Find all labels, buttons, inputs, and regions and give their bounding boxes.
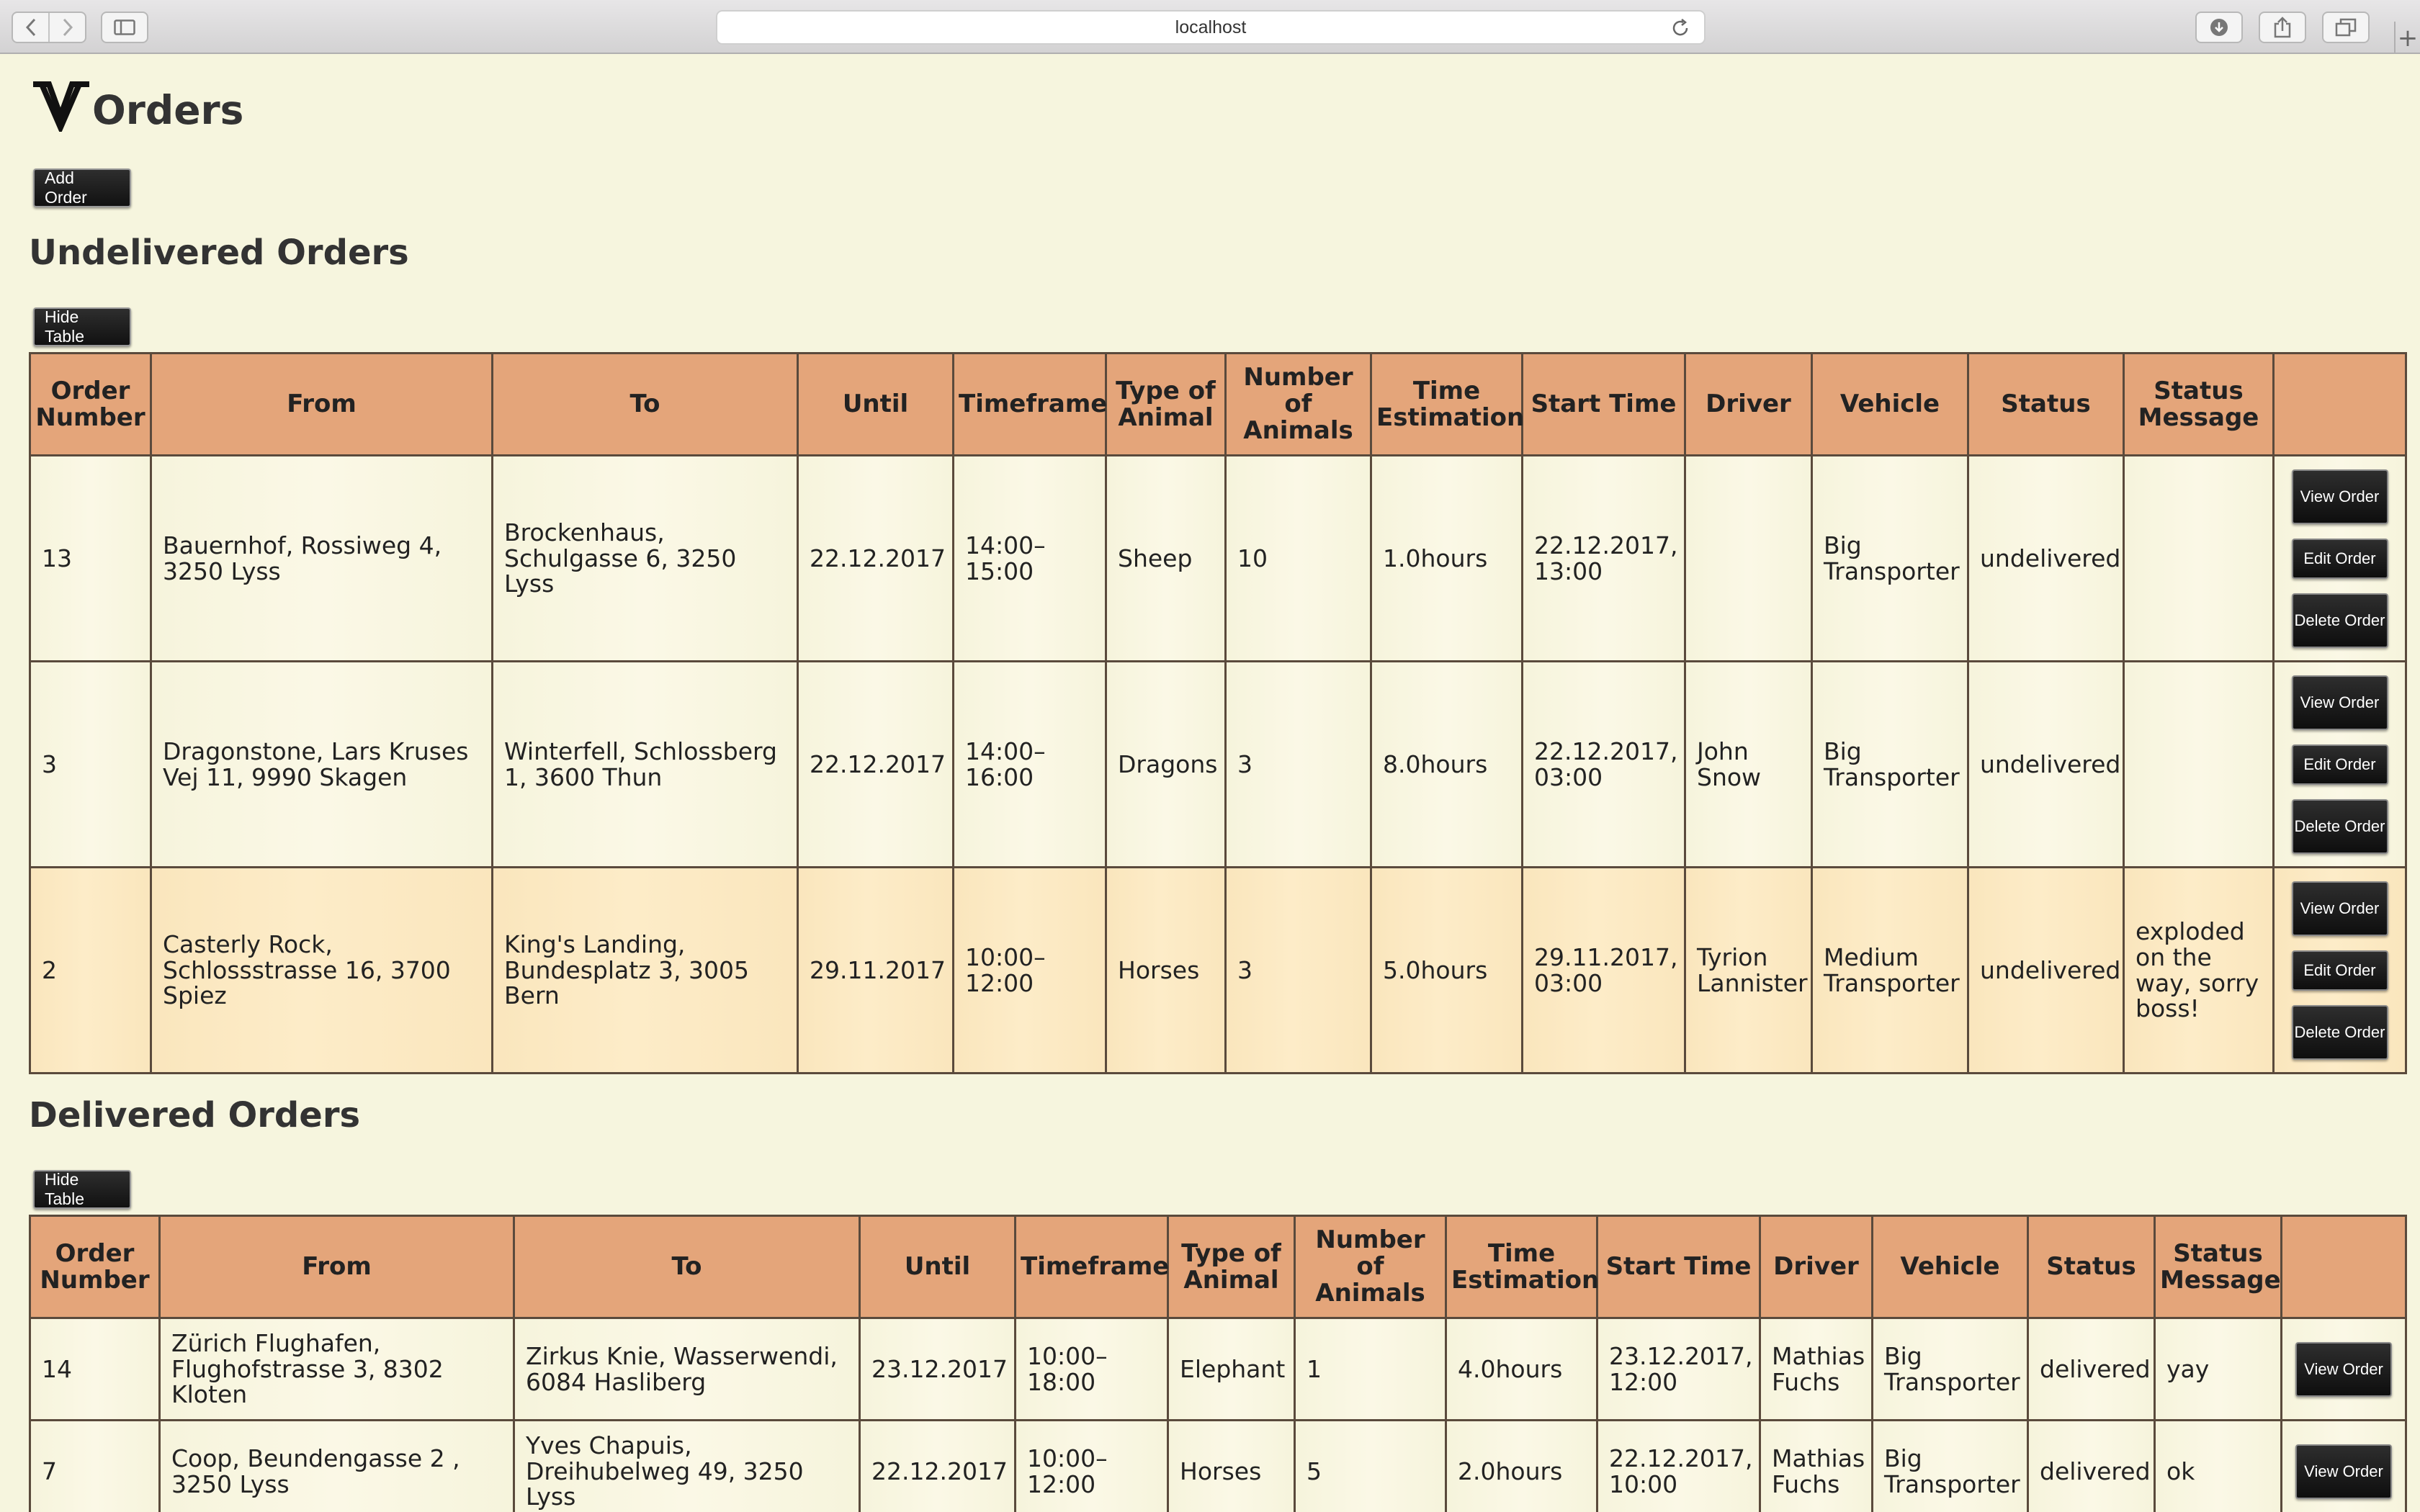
actions-cell — [2274, 662, 2406, 868]
status-message-cell: yay — [2155, 1318, 2282, 1421]
start-time-cell: 22.12.2017, 03:00 — [1523, 662, 1685, 868]
undelivered-heading: Undelivered Orders — [29, 233, 409, 273]
status-message-cell — [2124, 662, 2274, 868]
time-estimation-cell: 5.0hours — [1371, 868, 1523, 1074]
to-cell: Brockenhaus, Schulgasse 6, 3250 Lyss — [493, 456, 798, 662]
order-number-cell: 7 — [30, 1421, 160, 1512]
status-cell: delivered — [2028, 1421, 2155, 1512]
status-cell: undelivered — [1968, 662, 2124, 868]
animal-type-cell: Horses — [1168, 1421, 1295, 1512]
status-cell: delivered — [2028, 1318, 2155, 1421]
forward-button[interactable] — [48, 13, 85, 42]
column-header[interactable]: From — [160, 1216, 514, 1318]
delete-order-button[interactable]: Delete Order — [2292, 1005, 2388, 1060]
column-header[interactable]: Until — [798, 354, 954, 456]
animal-count-cell: 5 — [1295, 1421, 1446, 1512]
undelivered-orders-table — [29, 352, 2407, 1074]
table-row — [30, 662, 2406, 868]
vehicle-cell: Big Transporter — [1873, 1318, 2028, 1421]
timeframe-cell: 10:00–12:00 — [954, 868, 1106, 1074]
timeframe-cell: 14:00–15:00 — [954, 456, 1106, 662]
animal-count-cell: 3 — [1226, 868, 1371, 1074]
until-cell: 29.11.2017 — [798, 868, 954, 1074]
view-order-button[interactable]: View Order — [2292, 469, 2388, 524]
table-row — [30, 1318, 2406, 1421]
animal-type-cell: Horses — [1106, 868, 1226, 1074]
delivered-orders-table — [29, 1215, 2407, 1512]
driver-cell: Tyrion Lannister — [1685, 868, 1812, 1074]
edit-order-button[interactable]: Edit Order — [2292, 744, 2388, 785]
status-cell: undelivered — [1968, 868, 2124, 1074]
column-header[interactable]: Number of Animals — [1226, 354, 1371, 456]
animal-count-cell: 3 — [1226, 662, 1371, 868]
column-header — [2274, 354, 2406, 456]
animal-type-cell: Elephant — [1168, 1318, 1295, 1421]
column-header[interactable]: Start Time — [1597, 1216, 1760, 1318]
url-text: localhost — [1175, 17, 1247, 37]
status-message-cell — [2124, 456, 2274, 662]
order-number-cell: 3 — [30, 662, 151, 868]
share-button[interactable] — [2259, 12, 2306, 43]
animal-type-cell: Dragons — [1106, 662, 1226, 868]
column-header — [2282, 1216, 2406, 1318]
status-message-cell: ok — [2155, 1421, 2282, 1512]
to-cell: Zirkus Knie, Wasserwendi, 6084 Hasliberg — [514, 1318, 860, 1421]
from-cell: Zürich Flughafen, Flughofstrasse 3, 8302 Kloten — [160, 1318, 514, 1421]
column-header[interactable]: Order Number — [30, 1216, 160, 1318]
timeframe-cell: 10:00–12:00 — [1016, 1421, 1168, 1512]
delivered-heading: Delivered Orders — [29, 1095, 361, 1135]
time-estimation-cell: 1.0hours — [1371, 456, 1523, 662]
order-number-cell: 14 — [30, 1318, 160, 1421]
from-cell: Coop, Beundengasse 2 , 3250 Lyss — [160, 1421, 514, 1512]
view-order-button[interactable]: View Order — [2292, 675, 2388, 730]
status-cell: undelivered — [1968, 456, 2124, 662]
driver-cell — [1685, 456, 1812, 662]
add-order-button[interactable]: Add Order — [33, 168, 131, 207]
animal-count-cell: 10 — [1226, 456, 1371, 662]
order-number-cell: 2 — [30, 868, 151, 1074]
driver-cell: Mathias Fuchs — [1760, 1421, 1873, 1512]
table-header-row — [30, 354, 2406, 456]
view-order-button[interactable]: View Order — [2292, 881, 2388, 936]
animal-type-cell: Sheep — [1106, 456, 1226, 662]
back-button[interactable] — [13, 13, 48, 42]
column-header[interactable]: To — [493, 354, 798, 456]
new-tab-button[interactable] — [2394, 22, 2420, 54]
column-header[interactable]: Type of Animal — [1168, 1216, 1295, 1318]
history-nav — [12, 12, 86, 43]
column-header[interactable]: Status Message — [2155, 1216, 2282, 1318]
column-header[interactable]: Driver — [1685, 354, 1812, 456]
column-header[interactable]: Vehicle — [1873, 1216, 2028, 1318]
table-row — [30, 456, 2406, 662]
browser-toolbar — [0, 0, 2420, 54]
undelivered-hide-table-button[interactable]: Hide Table — [33, 307, 131, 346]
start-time-cell: 22.12.2017, 10:00 — [1597, 1421, 1760, 1512]
page-title: Orders — [92, 87, 244, 133]
driver-cell: John Snow — [1685, 662, 1812, 868]
address-bar[interactable] — [716, 10, 1706, 45]
until-cell: 22.12.2017 — [798, 662, 954, 868]
column-header[interactable]: To — [514, 1216, 860, 1318]
driver-cell: Mathias Fuchs — [1760, 1318, 1873, 1421]
column-header[interactable]: Until — [860, 1216, 1016, 1318]
until-cell: 22.12.2017 — [860, 1421, 1016, 1512]
share-icon — [2273, 17, 2292, 38]
vehicle-cell: Big Transporter — [1812, 662, 1968, 868]
animal-count-cell: 1 — [1295, 1318, 1446, 1421]
tabs-button[interactable] — [2322, 12, 2370, 43]
view-order-button[interactable]: View Order — [2295, 1444, 2392, 1499]
until-cell: 23.12.2017 — [860, 1318, 1016, 1421]
column-header[interactable]: Status — [2028, 1216, 2155, 1318]
vehicle-cell: Big Transporter — [1812, 456, 1968, 662]
tabs-icon — [2335, 18, 2357, 37]
vehicle-cell: Medium Transporter — [1812, 868, 1968, 1074]
from-cell: Dragonstone, Lars Kruses Vej 11, 9990 Skagen — [151, 662, 493, 868]
column-header[interactable]: Order Number — [30, 354, 151, 456]
column-header[interactable]: Time Estimation — [1371, 354, 1523, 456]
actions-cell — [2274, 456, 2406, 662]
edit-order-button[interactable]: Edit Order — [2292, 539, 2388, 579]
table-header-row — [30, 1216, 2406, 1318]
vehicle-cell: Big Transporter — [1873, 1421, 2028, 1512]
start-time-cell: 23.12.2017, 12:00 — [1597, 1318, 1760, 1421]
column-header[interactable]: Status — [1968, 354, 2124, 456]
actions-cell — [2282, 1421, 2406, 1512]
column-header[interactable]: Number of Animals — [1295, 1216, 1446, 1318]
column-header[interactable]: Timeframe — [1016, 1216, 1168, 1318]
reload-icon[interactable] — [1670, 17, 1691, 39]
time-estimation-cell: 4.0hours — [1446, 1318, 1597, 1421]
column-header[interactable]: Vehicle — [1812, 354, 1968, 456]
delete-order-button[interactable]: Delete Order — [2292, 593, 2388, 648]
to-cell: King's Landing, Bundesplatz 3, 3005 Bern — [493, 868, 798, 1074]
downloads-button[interactable] — [2195, 12, 2243, 43]
timeframe-cell: 10:00–18:00 — [1016, 1318, 1168, 1421]
sidebar-icon — [114, 19, 135, 35]
delete-order-button[interactable]: Delete Order — [2292, 799, 2388, 854]
timeframe-cell: 14:00–16:00 — [954, 662, 1106, 868]
actions-cell — [2282, 1318, 2406, 1421]
until-cell: 22.12.2017 — [798, 456, 954, 662]
column-header[interactable]: Start Time — [1523, 354, 1685, 456]
new-tab-icon: + — [2397, 23, 2419, 53]
forward-icon — [62, 18, 73, 37]
column-header[interactable]: Driver — [1760, 1216, 1873, 1318]
order-number-cell: 13 — [30, 456, 151, 662]
delivered-hide-table-button[interactable]: Hide Table — [33, 1170, 131, 1209]
view-order-button[interactable]: View Order — [2295, 1342, 2392, 1397]
time-estimation-cell: 2.0hours — [1446, 1421, 1597, 1512]
edit-order-button[interactable]: Edit Order — [2292, 950, 2388, 991]
start-time-cell: 22.12.2017, 13:00 — [1523, 456, 1685, 662]
start-time-cell: 29.11.2017, 03:00 — [1523, 868, 1685, 1074]
table-row — [30, 1421, 2406, 1512]
from-cell: Bauernhof, Rossiweg 4, 3250 Lyss — [151, 456, 493, 662]
logo-icon — [32, 81, 91, 132]
to-cell: Yves Chapuis, Dreihubelweg 49, 3250 Lyss — [514, 1421, 860, 1512]
column-header[interactable]: Type of Animal — [1106, 354, 1226, 456]
download-icon — [2209, 17, 2229, 37]
table-row — [30, 868, 2406, 1074]
sidebar-button[interactable] — [101, 12, 148, 43]
column-header[interactable]: Status Message — [2124, 354, 2274, 456]
page-header — [32, 81, 243, 132]
from-cell: Casterly Rock, Schlossstrasse 16, 3700 Spiez — [151, 868, 493, 1074]
status-message-cell: exploded on the way, sorry boss! — [2124, 868, 2274, 1074]
actions-cell — [2274, 868, 2406, 1074]
back-icon — [25, 18, 37, 37]
to-cell: Winterfell, Schlossberg 1, 3600 Thun — [493, 662, 798, 868]
column-header[interactable]: Time Estimation — [1446, 1216, 1597, 1318]
column-header[interactable]: Timeframe — [954, 354, 1106, 456]
time-estimation-cell: 8.0hours — [1371, 662, 1523, 868]
column-header[interactable]: From — [151, 354, 493, 456]
